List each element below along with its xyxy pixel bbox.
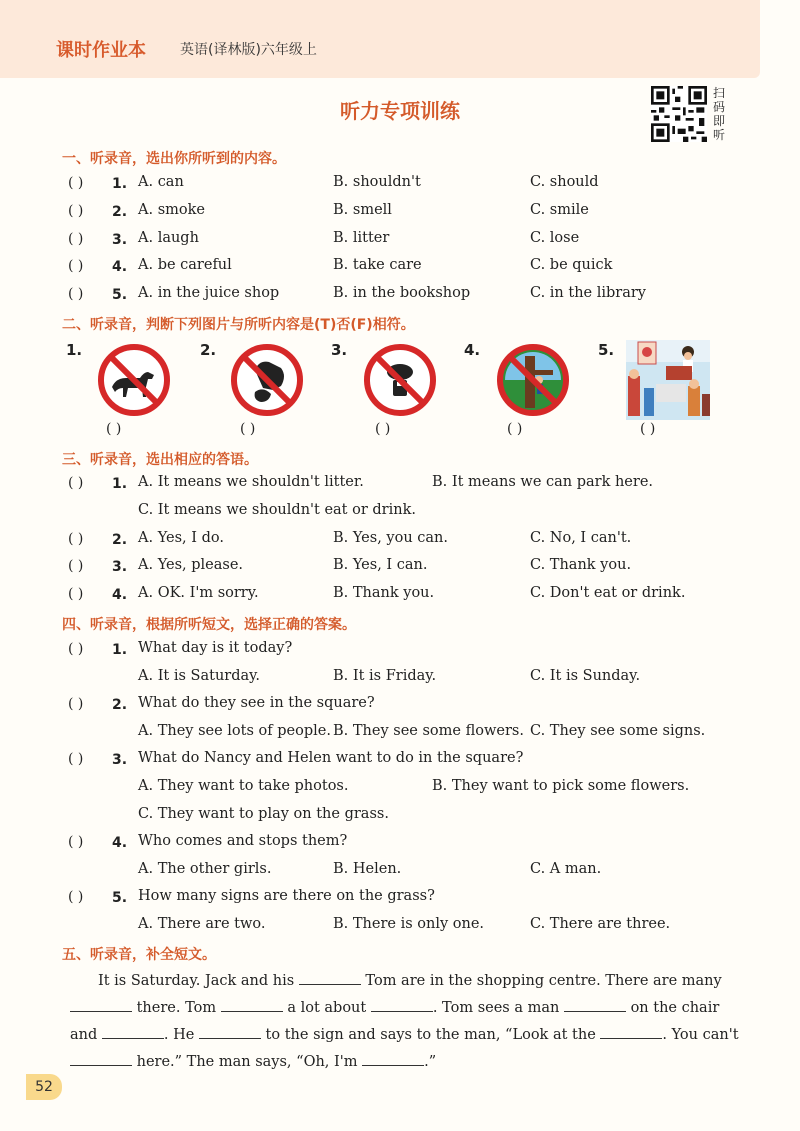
- page-title: 听力专项训练: [340, 99, 460, 123]
- answer-paren[interactable]: ( ): [68, 475, 84, 491]
- answer-paren[interactable]: ( ): [68, 175, 84, 191]
- answer-paren[interactable]: ( ): [68, 889, 84, 905]
- answer-blank[interactable]: [221, 999, 283, 1012]
- option-a: A. be careful: [138, 257, 232, 273]
- question-number: 5.: [112, 287, 128, 303]
- answer-paren[interactable]: ( ): [240, 421, 256, 437]
- option-c: C. Don't eat or drink.: [530, 585, 686, 601]
- qr-label: 扫码即听: [713, 86, 726, 142]
- option-b: B. smell: [333, 202, 392, 218]
- section-4-heading: 四、听录音，根据所听短文，选择正确的答案。: [62, 617, 356, 633]
- option-b: B. shouldn't: [333, 174, 421, 190]
- question-text: Who comes and stops them?: [138, 833, 348, 849]
- answer-paren[interactable]: ( ): [68, 286, 84, 302]
- answer-paren[interactable]: ( ): [68, 558, 84, 574]
- answer-blank[interactable]: [102, 1026, 164, 1039]
- passage-text: here.” The man says, “Oh, I'm: [136, 1054, 358, 1070]
- passage-text: to the sign and says to the man, “Look at the: [265, 1027, 596, 1043]
- answer-blank[interactable]: [564, 999, 626, 1012]
- picture-number: 1.: [66, 341, 83, 359]
- option-c: C. It means we shouldn't eat or drink.: [138, 502, 416, 518]
- option-c: C. lose: [530, 230, 580, 246]
- option-b: B. take care: [333, 257, 422, 273]
- qr-code-icon[interactable]: [651, 86, 707, 142]
- option-c: C. in the library: [530, 285, 646, 301]
- option-b: B. Yes, you can.: [333, 530, 449, 546]
- passage-text: It is Saturday. Jack and his: [98, 973, 295, 989]
- question-number: 3.: [112, 752, 128, 768]
- option-c: C. Thank you.: [530, 557, 632, 573]
- answer-paren[interactable]: ( ): [68, 586, 84, 602]
- answer-paren[interactable]: ( ): [68, 641, 84, 657]
- answer-paren[interactable]: ( ): [507, 421, 523, 437]
- option-a: A. It means we shouldn't litter.: [138, 474, 364, 490]
- answer-blank[interactable]: [70, 999, 132, 1012]
- question-number: 4.: [112, 587, 128, 603]
- option-b: B. They see some flowers.: [333, 723, 524, 739]
- option-c: C. There are three.: [530, 916, 671, 932]
- passage-text: there. Tom: [136, 1000, 217, 1016]
- picture-number: 3.: [331, 341, 348, 359]
- answer-paren[interactable]: ( ): [68, 203, 84, 219]
- option-b: B. They want to pick some flowers.: [432, 778, 690, 794]
- section-5-heading: 五、听录音，补全短文。: [62, 947, 216, 963]
- option-a: A. OK. I'm sorry.: [138, 585, 259, 601]
- answer-paren[interactable]: ( ): [68, 751, 84, 767]
- shop-scene-icon: [626, 340, 710, 420]
- question-number: 3.: [112, 559, 128, 575]
- option-b: B. litter: [333, 230, 390, 246]
- option-a: A. It is Saturday.: [138, 668, 261, 684]
- passage-text: .”: [424, 1054, 437, 1070]
- section-1-heading: 一、听录音，选出你所听到的内容。: [62, 151, 286, 167]
- answer-blank[interactable]: [299, 972, 361, 985]
- passage-text: . Tom sees a man: [432, 1000, 560, 1016]
- option-c: C. They see some signs.: [530, 723, 706, 739]
- option-a: A. Yes, please.: [138, 557, 244, 573]
- option-b: B. It means we can park here.: [432, 474, 654, 490]
- no-dogs-icon: [96, 342, 172, 418]
- option-c: C. No, I can't.: [530, 530, 632, 546]
- option-b: B. Helen.: [333, 861, 402, 877]
- picture-number: 5.: [598, 341, 615, 359]
- answer-blank[interactable]: [362, 1053, 424, 1066]
- question-number: 1.: [112, 176, 128, 192]
- option-a: A. Yes, I do.: [138, 530, 224, 546]
- passage-text: . He: [163, 1027, 195, 1043]
- answer-blank[interactable]: [600, 1026, 662, 1039]
- option-a: A. can: [138, 174, 184, 190]
- brand-title: 课时作业本: [56, 40, 146, 61]
- option-c: C. It is Sunday.: [530, 668, 641, 684]
- passage-text: and: [70, 1027, 98, 1043]
- passage-text: . You can't: [662, 1027, 739, 1043]
- answer-paren[interactable]: ( ): [106, 421, 122, 437]
- answer-blank[interactable]: [199, 1026, 261, 1039]
- answer-blank[interactable]: [371, 999, 433, 1012]
- answer-paren[interactable]: ( ): [68, 531, 84, 547]
- question-number: 2.: [112, 697, 128, 713]
- answer-paren[interactable]: ( ): [640, 421, 656, 437]
- answer-paren[interactable]: ( ): [68, 231, 84, 247]
- option-b: B. There is only one.: [333, 916, 485, 932]
- option-a: A. in the juice shop: [138, 285, 280, 301]
- question-number: 4.: [112, 259, 128, 275]
- section-3-heading: 三、听录音，选出相应的答语。: [62, 452, 258, 468]
- no-feeding-icon: [229, 342, 305, 418]
- option-b: B. Yes, I can.: [333, 557, 428, 573]
- question-number: 2.: [112, 204, 128, 220]
- question-text: How many signs are there on the grass?: [138, 888, 435, 904]
- option-c: C. They want to play on the grass.: [138, 806, 389, 822]
- option-c: C. should: [530, 174, 599, 190]
- passage-text: on the chair: [630, 1000, 720, 1016]
- question-text: What day is it today?: [138, 640, 293, 656]
- answer-blank[interactable]: [70, 1053, 132, 1066]
- answer-paren[interactable]: ( ): [68, 696, 84, 712]
- question-text: What do Nancy and Helen want to do in the square?: [138, 750, 524, 766]
- option-b: B. in the bookshop: [333, 285, 471, 301]
- option-a: A. There are two.: [138, 916, 266, 932]
- question-number: 4.: [112, 835, 128, 851]
- option-a: A. They see lots of people.: [138, 723, 331, 739]
- book-subtitle: 英语(译林版)六年级上: [180, 42, 317, 58]
- option-c: C. smile: [530, 202, 589, 218]
- no-eating-icon: [362, 342, 438, 418]
- question-text: What do they see in the square?: [138, 695, 375, 711]
- passage-text: a lot about: [287, 1000, 367, 1016]
- option-a: A. smoke: [138, 202, 205, 218]
- question-number: 2.: [112, 532, 128, 548]
- option-c: C. be quick: [530, 257, 613, 273]
- question-number: 3.: [112, 232, 128, 248]
- page-number: 52: [26, 1074, 62, 1100]
- question-number: 1.: [112, 476, 128, 492]
- answer-paren[interactable]: ( ): [375, 421, 391, 437]
- answer-paren[interactable]: ( ): [68, 258, 84, 274]
- passage-text: Tom are in the shopping centre. There are many: [365, 973, 722, 989]
- answer-paren[interactable]: ( ): [68, 834, 84, 850]
- option-c: C. A man.: [530, 861, 602, 877]
- question-number: 5.: [112, 890, 128, 906]
- option-a: A. laugh: [138, 230, 199, 246]
- question-number: 1.: [112, 642, 128, 658]
- no-climbing-trees-icon: [495, 342, 571, 418]
- section-2-heading: 二、听录音，判断下列图片与所听内容是(T)否(F)相符。: [62, 317, 415, 333]
- option-a: A. The other girls.: [138, 861, 272, 877]
- picture-number: 2.: [200, 341, 217, 359]
- option-b: B. It is Friday.: [333, 668, 437, 684]
- option-a: A. They want to take photos.: [138, 778, 349, 794]
- option-b: B. Thank you.: [333, 585, 435, 601]
- picture-number: 4.: [464, 341, 481, 359]
- cloze-passage: [70, 968, 739, 1076]
